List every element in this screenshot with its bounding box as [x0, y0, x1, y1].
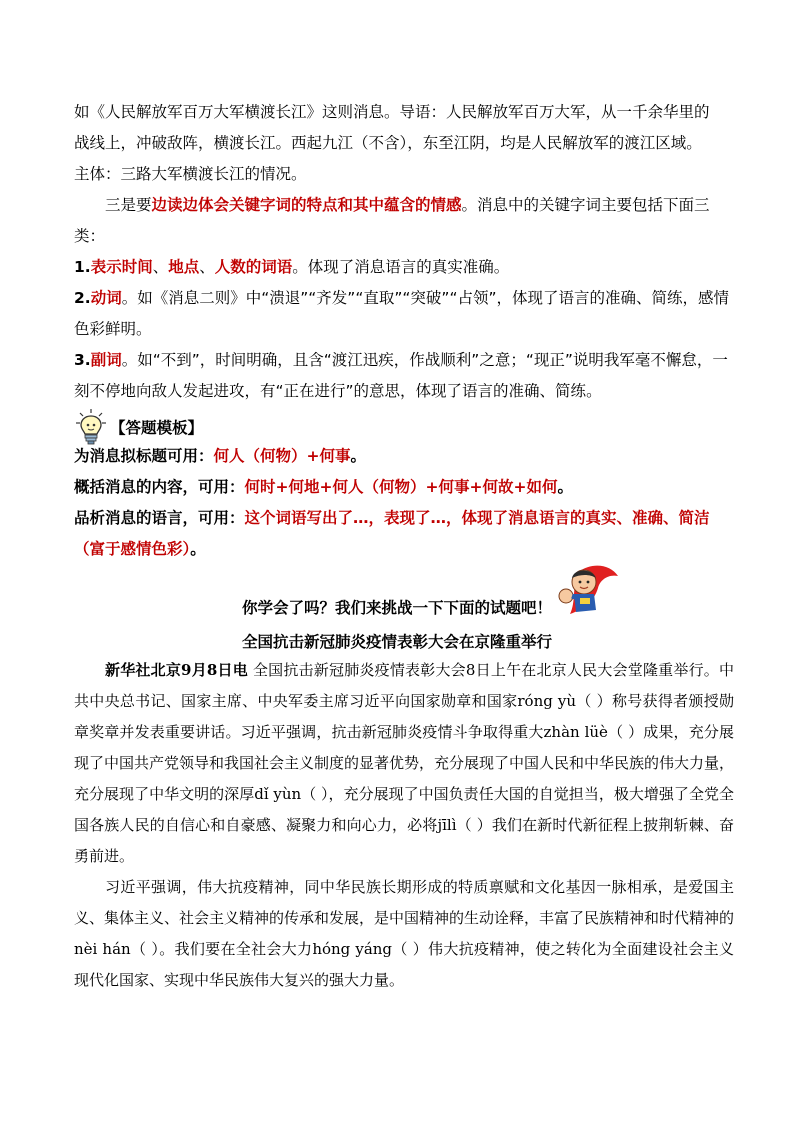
- template-3-part-4: （富于感情色彩）: [74, 540, 191, 558]
- item-2-number: 2.: [74, 289, 91, 307]
- item-3-text: 。如“不到”，时间明确，且含“渡江迅疾，作战顺利”之意；“现正”说明我军毫不懈怠，一刻不停地向敌人发起进攻，有“正在进行”的意思，体现了语言的准确、简练。: [74, 351, 728, 400]
- item-1-red-1: 表示时间: [90, 258, 153, 276]
- answer-template: [74, 441, 734, 565]
- template-line-2: [74, 472, 734, 503]
- keyword-highlight: 边读边体会关键字词的特点和其中蕴含的情感: [151, 196, 462, 214]
- template-line-1: [74, 441, 734, 472]
- template-heading-text: 【答题模板】: [110, 419, 204, 437]
- item-1-sep-1: 、: [152, 258, 169, 276]
- challenge-heading: 你学会了吗？我们来挑战一下下面的试题吧！: [241, 599, 552, 617]
- template-2-label: 概括消息的内容，可用：: [74, 478, 245, 496]
- intro-section: [74, 97, 729, 407]
- template-3-end: 。: [190, 540, 206, 558]
- intro-line-3: 主体：三路大军横渡长江的情况。: [74, 165, 307, 183]
- item-2-red: 动词: [90, 289, 122, 307]
- keyword-post: 。消息中的关键字词主要包括下面三类：: [74, 196, 710, 245]
- item-2: [74, 283, 729, 345]
- intro-line-2: 战线上，冲破敌阵，横渡长江。西起九江（不含），东至江阴，均是人民解放军的渡江区域。: [74, 134, 702, 152]
- item-1-text: 。体现了消息语言的真实准确。: [292, 258, 510, 276]
- news-dateline: 新华社北京9月8日电: [105, 661, 248, 679]
- template-3-part-2: 表现了…，: [384, 509, 462, 527]
- template-3-part-3: 体现了消息语言的真实、准确、简洁: [461, 509, 710, 527]
- news-paragraph-1-text: 全国抗击新冠肺炎疫情表彰大会8日上午在北京人民大会堂隆重举行。中共中央总书记、国家主席、中央军委主席习近平向国家勋章和国家róng yù（ ）称号获得者颁授勋章奖章并发表重要讲话。习近平强调，抗击新冠肺炎疫情斗争取得重大zhàn lüè（ ）成果，充分展现了中国共产党领导和我国社会主义制度的显著优势，充分展现了中国人民和中华民族的伟大力量，充分展现了中华文明的深厚dǐ yùn（ ），充分展现了中国负责任大国的自觉担当，极大增强了全党全国各族人民的自信心和自豪感、凝聚力和向心力，必将jīlì（ ）我们在新时代新征程上披荆斩棘、奋勇前进。: [74, 661, 735, 865]
- template-2-formula: 何时+何地+何人（何物）+何事+何故+如何: [244, 478, 558, 496]
- news-paragraph-2: 习近平强调，伟大抗疫精神，同中华民族长期形成的特质禀赋和文化基因一脉相承，是爱国主义、集体主义、社会主义精神的传承和发展，是中国精神的生动诠释，丰富了民族精神和时代精神的nèi hán（ ）。我们要在全社会大力hóng yáng（ ）伟大抗疫精神，使之转化为全面建设社会主义现代化国家、实现中华民族伟大复兴的强大力量。: [74, 878, 735, 989]
- news-title: 全国抗击新冠肺炎疫情表彰大会在京隆重举行: [241, 632, 552, 651]
- item-1-sep-2: 、: [199, 258, 215, 276]
- template-2-end: 。: [557, 478, 573, 496]
- news-article: [74, 655, 734, 996]
- item-3: [74, 345, 729, 407]
- template-1-formula: 何人（何物）+何事: [213, 447, 351, 465]
- intro-line-1: 如《人民解放军百万大军横渡长江》这则消息。导语：人民解放军百万大军，从一千余华里的: [74, 103, 710, 121]
- item-3-red: 副词: [90, 351, 122, 369]
- news-paragraph-1: [74, 655, 734, 872]
- template-line-3: [74, 503, 734, 565]
- keyword-pre: 三是要: [105, 196, 152, 214]
- superhero-mascot: [548, 558, 620, 628]
- item-3-number: 3.: [74, 351, 91, 369]
- template-3-part-1: 这个词语写出了…，: [244, 509, 385, 527]
- item-2-text: 。如《消息二则》中“溃退”“齐发”“直取”“突破”“占领”，体现了语言的准确、简练，感情色彩鲜明。: [74, 289, 730, 338]
- item-1-red-2: 地点: [168, 258, 200, 276]
- item-1: [74, 252, 729, 283]
- template-3-label: 品析消息的语言，可用：: [74, 509, 245, 527]
- item-1-number: 1.: [74, 258, 91, 276]
- item-1-red-3: 人数的词语: [214, 258, 293, 276]
- keyword-paragraph: [74, 190, 729, 252]
- template-1-label: 为消息拟标题可用：: [74, 447, 214, 465]
- template-1-end: 。: [350, 447, 367, 465]
